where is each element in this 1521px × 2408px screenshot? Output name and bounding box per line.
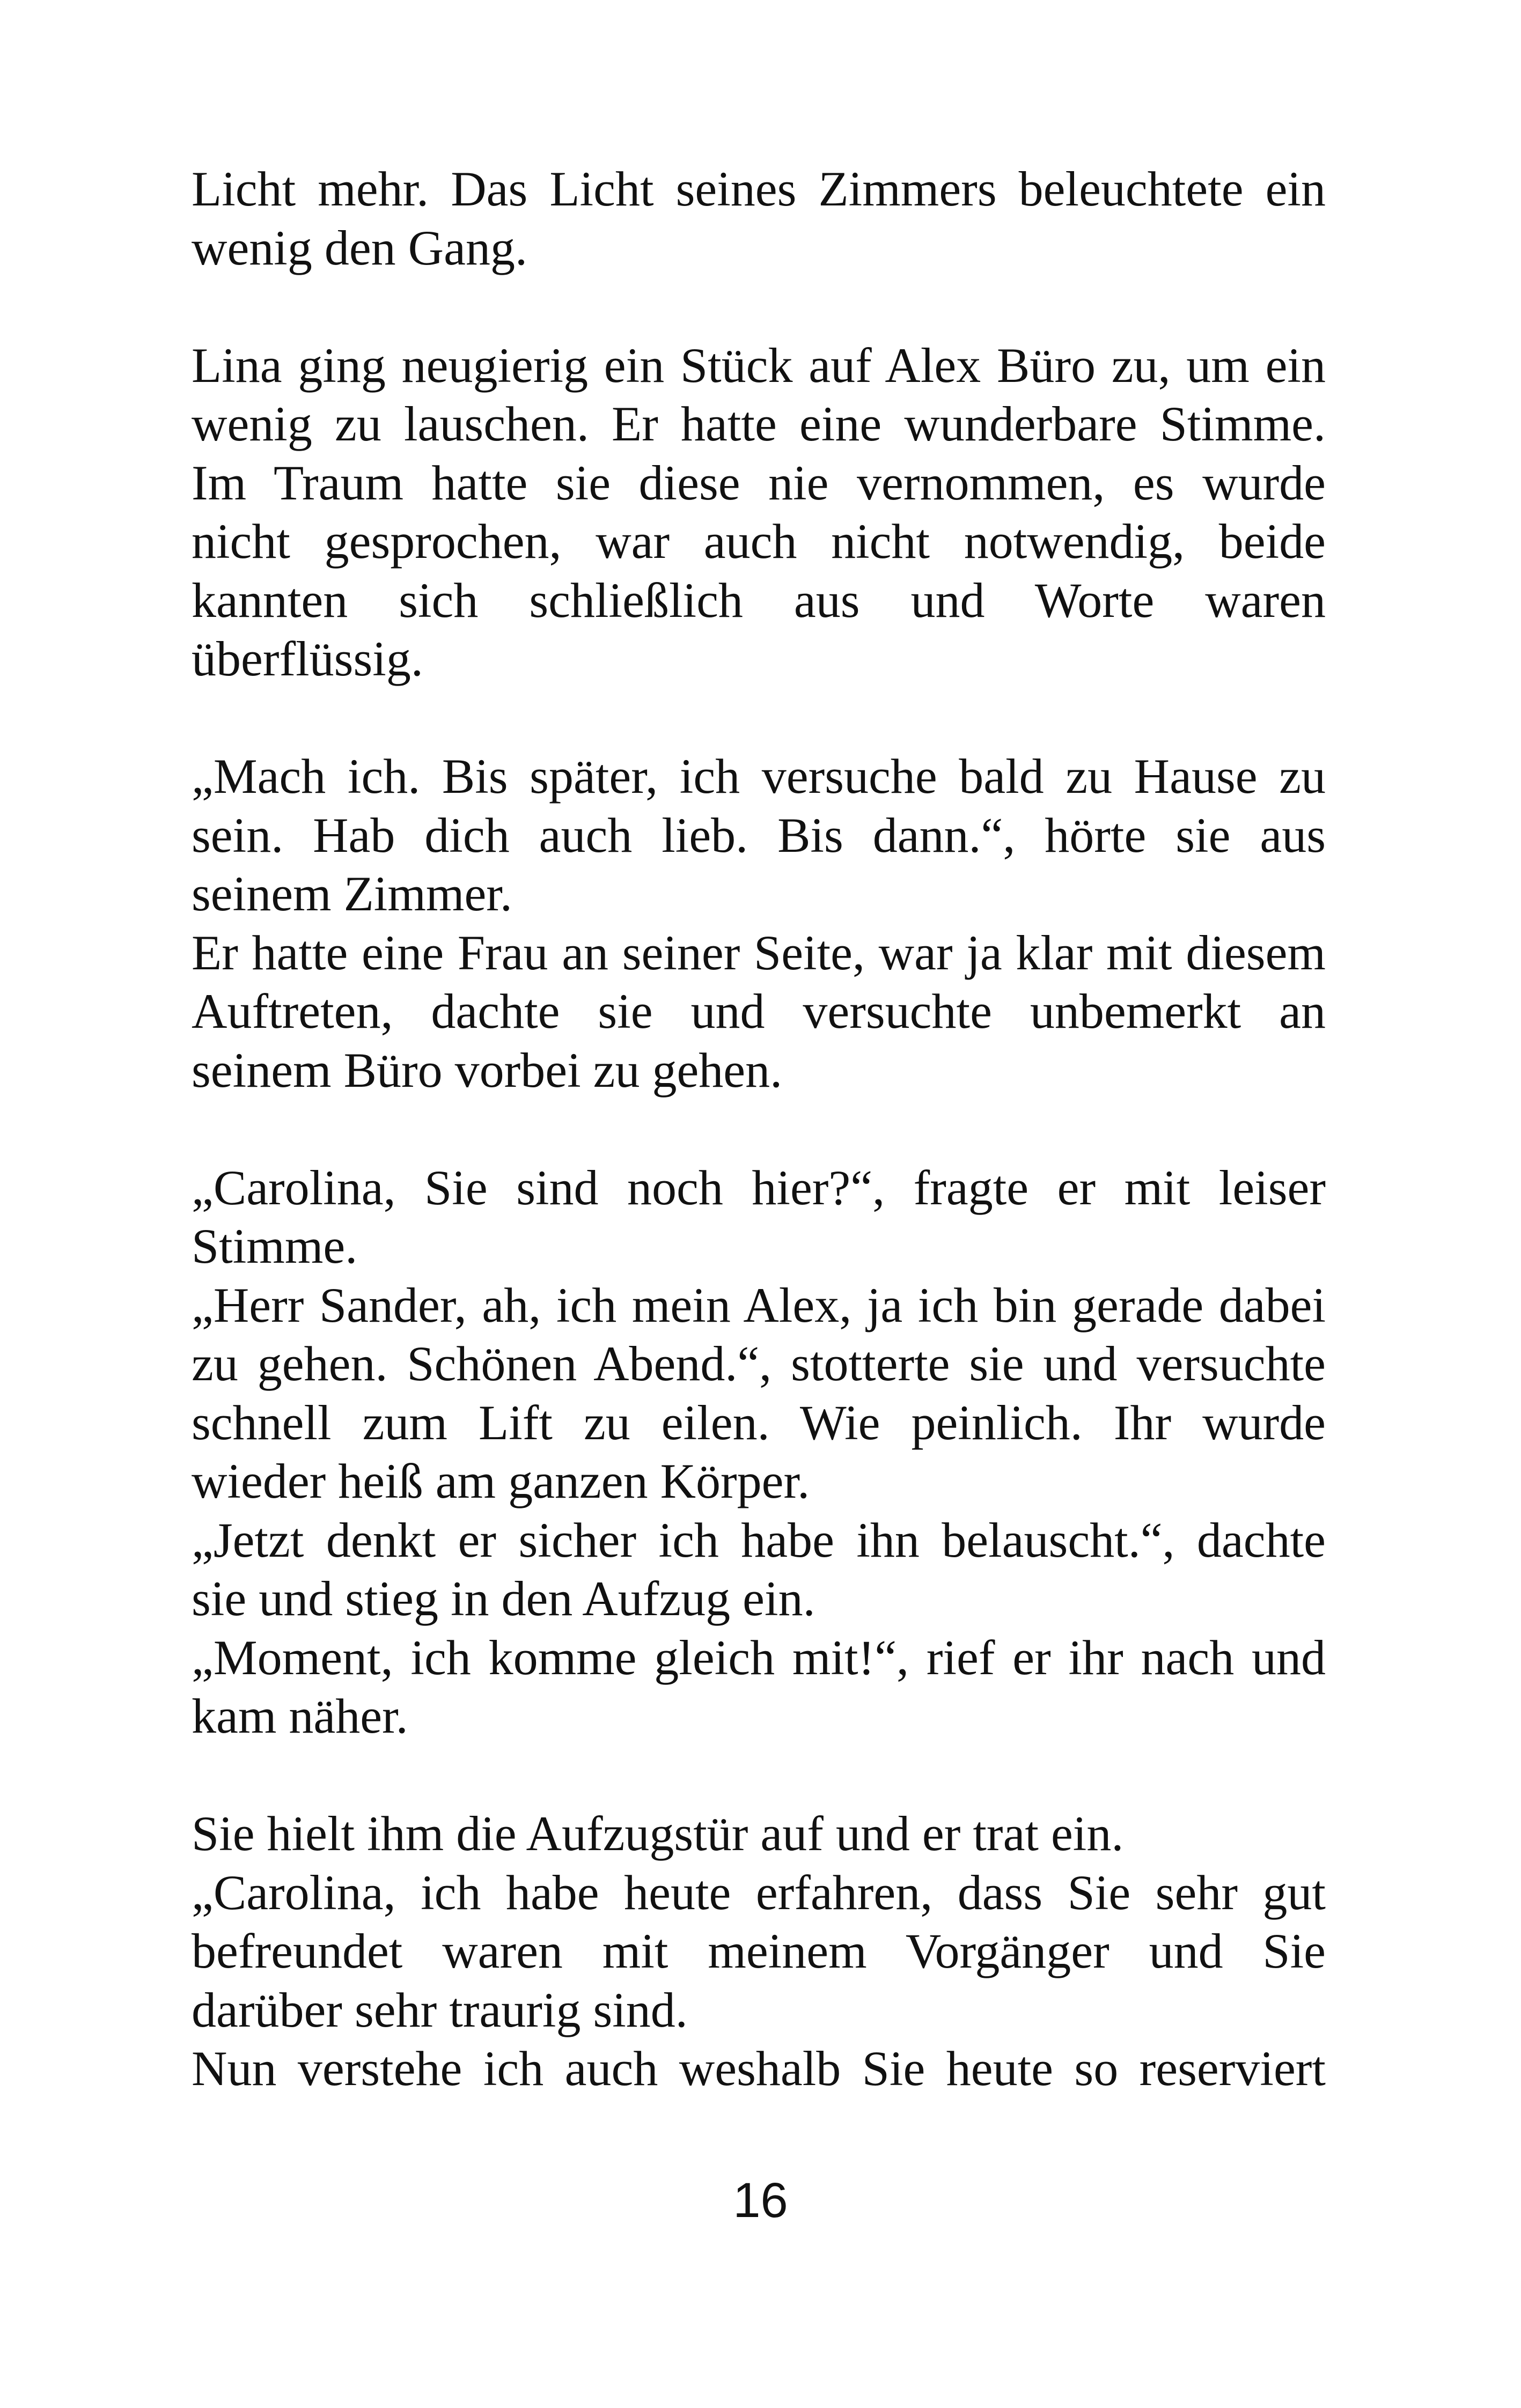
text-line: Auftreten, dachte sie und versuchte unbemerkt an [192,984,1326,1039]
page-number: 16 [733,2173,788,2228]
text-line: Stimme. [192,1219,358,1273]
text-line: Lina ging neugierig ein Stück auf Alex Büro zu, um ein [192,337,1326,393]
text-line: Er hatte eine Frau an seiner Seite, war ja klar mit diesem [192,925,1326,980]
text-line: „Carolina, Sie sind noch hier?“, fragte er mit leiser [192,1160,1326,1215]
paragraph-gap [192,277,1326,336]
text-line: wenig zu lauschen. Er hatte eine wunderbare Stimme. [192,396,1326,451]
text-line: „Mach ich. Bis später, ich versuche bald zu Hause zu [192,749,1326,804]
text-line: kam näher. [192,1689,408,1743]
text-line: Nun verstehe ich auch weshalb Sie heute so reserviert [192,2041,1326,2096]
text-line: „Carolina, ich habe heute erfahren, dass Sie sehr gut [192,1865,1326,1920]
text-line: Sie hielt ihm die Aufzugstür auf und er trat ein. [192,1806,1124,1861]
paragraph-gap [192,1100,1326,1159]
text-line: „Moment, ich komme gleich mit!“, rief er ihr nach und [192,1630,1326,1685]
text-line: sie und stieg in den Aufzug ein. [192,1571,815,1626]
paragraph-gap [192,1746,1326,1805]
text-line: überflüssig. [192,631,423,686]
text-line: seinem Zimmer. [192,866,512,921]
text-line: seinem Büro vorbei zu gehen. [192,1042,783,1098]
paragraph-gap [192,689,1326,748]
text-line: wenig den Gang. [192,220,527,275]
text-line: sein. Hab dich auch lieb. Bis dann.“, hörte sie aus [192,807,1326,863]
text-line: befreundet waren mit meinem Vorgänger und Sie [192,1924,1326,1978]
text-line: darüber sehr traurig sind. [192,1982,688,2037]
text-line: kannten sich schließlich aus und Worte waren [192,572,1326,628]
text-line: wieder heiß am ganzen Körper. [192,1454,810,1508]
text-line: Im Traum hatte sie diese nie vernommen, es wurde [192,455,1326,510]
text-line: „Herr Sander, ah, ich mein Alex, ja ich bin gerade dabei [192,1277,1326,1332]
text-line: schnell zum Lift zu eilen. Wie peinlich. Ihr wurde [192,1395,1326,1450]
text-line: Licht mehr. Das Licht seines Zimmers beleuchtete ein [192,161,1326,216]
body-text [192,160,1326,2098]
text-line: zu gehen. Schönen Abend.“, stotterte sie und versuchte [192,1336,1326,1391]
text-line: „Jetzt denkt er sicher ich habe ihn belauscht.“, dachte [192,1512,1326,1567]
text-line: nicht gesprochen, war auch nicht notwendig, beide [192,514,1326,569]
